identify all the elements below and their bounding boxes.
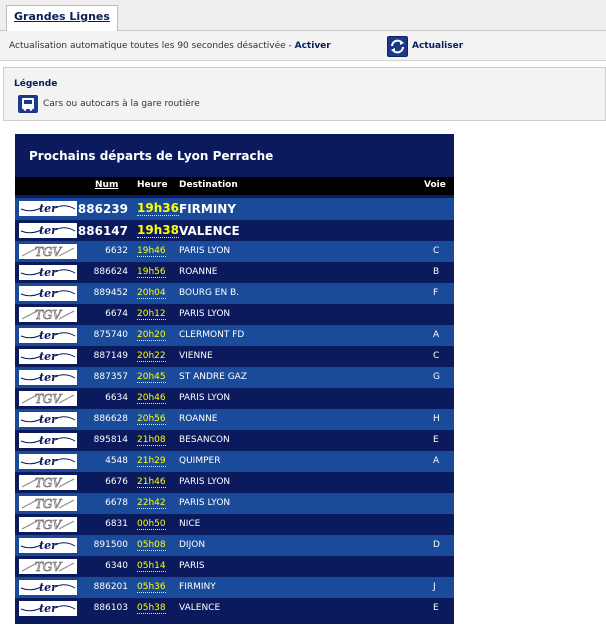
train-number: 886147 <box>77 224 128 238</box>
svg-text:TGV: TGV <box>34 392 62 406</box>
train-number: 6676 <box>105 477 128 487</box>
platform: A <box>433 330 440 340</box>
departure-time[interactable]: 05h08 <box>137 540 166 550</box>
svg-text:TGV: TGV <box>34 560 62 574</box>
destination: BESANCON <box>179 435 230 445</box>
train-number: 6678 <box>105 498 128 508</box>
platform: E <box>433 435 439 445</box>
svg-text:ter: ter <box>39 329 57 342</box>
departure-time[interactable]: 19h38 <box>137 223 179 237</box>
board-title: Prochains départs de Lyon Perrache <box>29 149 274 163</box>
departure-row <box>15 514 454 535</box>
train-number: 887357 <box>93 372 128 382</box>
platform: G <box>433 372 440 382</box>
departure-row <box>15 493 454 514</box>
platform: D <box>433 540 440 550</box>
platform: E <box>433 603 439 613</box>
train-number: 886628 <box>93 414 128 424</box>
destination: BOURG EN B. <box>179 288 240 298</box>
departure-row <box>15 598 454 619</box>
departure-row <box>15 577 454 598</box>
departure-row <box>15 241 454 262</box>
column-num[interactable]: Num <box>95 180 119 190</box>
departure-row <box>15 262 454 283</box>
destination: ROANNE <box>179 414 218 424</box>
train-number: 6634 <box>105 393 128 403</box>
departure-row <box>15 346 454 367</box>
tgv-logo-icon <box>19 391 77 406</box>
svg-text:ter: ter <box>39 350 57 363</box>
departure-row <box>15 535 454 556</box>
departure-row <box>15 430 454 451</box>
svg-text:ter: ter <box>39 581 57 594</box>
destination: FIRMINY <box>179 582 216 592</box>
departure-time[interactable]: 21h08 <box>137 435 166 445</box>
svg-text:ter: ter <box>39 413 57 426</box>
train-number: 875740 <box>93 330 128 340</box>
svg-text:TGV: TGV <box>34 476 62 490</box>
column-heure: Heure <box>137 180 168 190</box>
destination: VALENCE <box>179 603 221 613</box>
svg-text:TGV: TGV <box>34 497 62 511</box>
train-number: 6674 <box>105 309 128 319</box>
activate-link[interactable]: Activer <box>294 41 331 51</box>
destination: FIRMINY <box>179 202 237 216</box>
departure-row <box>15 325 454 346</box>
train-number: 4548 <box>105 456 128 466</box>
destination: PARIS LYON <box>179 393 231 403</box>
departure-row <box>15 556 454 577</box>
destination: PARIS LYON <box>179 477 231 487</box>
svg-text:ter: ter <box>39 602 57 615</box>
refresh-icon[interactable] <box>387 36 408 57</box>
departure-time[interactable]: 20h20 <box>137 330 166 340</box>
svg-text:ter: ter <box>39 266 57 279</box>
platform: F <box>433 288 439 298</box>
ter-logo-icon <box>19 454 77 469</box>
departure-time[interactable]: 20h56 <box>137 414 166 424</box>
departure-time[interactable]: 20h45 <box>137 372 166 382</box>
departure-time[interactable]: 00h50 <box>137 519 166 529</box>
column-destination: Destination <box>179 180 238 190</box>
destination: NICE <box>179 519 201 529</box>
departure-row <box>15 220 454 241</box>
ter-logo-icon <box>19 580 77 595</box>
departure-time[interactable]: 20h46 <box>137 393 166 403</box>
tgv-logo-icon <box>19 244 77 259</box>
svg-text:ter: ter <box>39 371 57 384</box>
platform: J <box>433 582 436 592</box>
train-number: 6831 <box>105 519 128 529</box>
tgv-logo-icon <box>19 307 77 322</box>
platform: H <box>433 414 440 424</box>
departure-time[interactable]: 19h46 <box>137 246 166 256</box>
departure-time[interactable]: 19h56 <box>137 267 166 277</box>
ter-logo-icon <box>19 412 77 427</box>
destination: VIENNE <box>179 351 213 361</box>
departure-time[interactable]: 05h38 <box>137 603 166 613</box>
legend-panel <box>3 67 606 121</box>
ter-logo-icon <box>19 265 77 280</box>
svg-text:ter: ter <box>39 224 57 237</box>
tab-grandes-lignes[interactable]: Grandes Lignes <box>6 5 118 31</box>
ter-logo-icon <box>19 349 77 364</box>
departure-row <box>15 304 454 325</box>
tgv-logo-icon <box>19 496 77 511</box>
ter-logo-icon <box>19 201 77 216</box>
departure-row <box>15 409 454 430</box>
departure-time[interactable]: 22h42 <box>137 498 166 508</box>
departure-row <box>15 198 454 220</box>
refresh-button[interactable]: Actualiser <box>412 41 464 51</box>
ter-logo-icon <box>19 223 77 238</box>
departure-time[interactable]: 20h04 <box>137 288 166 298</box>
departure-time[interactable]: 21h29 <box>137 456 166 466</box>
departures-board <box>15 134 454 624</box>
bus-icon <box>18 95 38 113</box>
destination: VALENCE <box>179 224 240 238</box>
departure-row <box>15 451 454 472</box>
train-number: 886624 <box>93 267 128 277</box>
ter-logo-icon <box>19 328 77 343</box>
departure-row <box>15 283 454 304</box>
train-number: 887149 <box>93 351 128 361</box>
tgv-logo-icon <box>19 517 77 532</box>
destination: PARIS <box>179 561 205 571</box>
departure-time[interactable]: 20h22 <box>137 351 166 361</box>
departure-time[interactable]: 19h36 <box>137 201 179 215</box>
svg-text:TGV: TGV <box>34 518 62 532</box>
ter-logo-icon <box>19 433 77 448</box>
destination: QUIMPER <box>179 456 221 466</box>
platform: C <box>433 246 440 256</box>
departure-time[interactable]: 20h12 <box>137 309 166 319</box>
ter-logo-icon <box>19 286 77 301</box>
platform: C <box>433 351 440 361</box>
departure-row <box>15 472 454 493</box>
train-number: 889452 <box>93 288 128 298</box>
refresh-bar <box>0 31 606 61</box>
legend-title: Légende <box>14 79 58 89</box>
svg-text:ter: ter <box>39 434 57 447</box>
svg-text:TGV: TGV <box>34 308 62 322</box>
destination: DIJON <box>179 540 206 550</box>
auto-refresh-message: Actualisation automatique toutes les 90 secondes désactivée - <box>9 41 295 51</box>
train-number: 886239 <box>77 202 128 216</box>
destination: ROANNE <box>179 267 218 277</box>
destination: ST ANDRE GAZ <box>179 372 247 382</box>
ter-logo-icon <box>19 538 77 553</box>
departure-time[interactable]: 05h36 <box>137 582 166 592</box>
auto-refresh-status <box>9 41 331 51</box>
ter-logo-icon <box>19 370 77 385</box>
svg-text:ter: ter <box>39 202 57 215</box>
ter-logo-icon <box>19 601 77 616</box>
train-number: 891500 <box>93 540 128 550</box>
column-voie: Voie <box>424 180 446 190</box>
destination: CLERMONT FD <box>179 330 245 340</box>
tgv-logo-icon <box>19 559 77 574</box>
departure-time[interactable]: 21h46 <box>137 477 166 487</box>
destination: PARIS LYON <box>179 309 231 319</box>
svg-text:ter: ter <box>39 539 57 552</box>
svg-text:ter: ter <box>39 287 57 300</box>
train-number: 6340 <box>105 561 128 571</box>
svg-text:ter: ter <box>39 455 57 468</box>
train-number: 886201 <box>93 582 128 592</box>
legend-item-label: Cars ou autocars à la gare routière <box>43 99 200 109</box>
platform: B <box>433 267 440 277</box>
train-number: 886103 <box>93 603 128 613</box>
svg-text:TGV: TGV <box>34 245 62 259</box>
train-number: 6632 <box>105 246 128 256</box>
destination: PARIS LYON <box>179 246 231 256</box>
destination: PARIS LYON <box>179 498 231 508</box>
departures-header <box>15 177 454 195</box>
departure-row <box>15 367 454 388</box>
platform: A <box>433 456 440 466</box>
tab-bar <box>0 0 606 31</box>
departure-row <box>15 388 454 409</box>
departure-time[interactable]: 05h14 <box>137 561 166 571</box>
train-number: 895814 <box>93 435 128 445</box>
tgv-logo-icon <box>19 475 77 490</box>
